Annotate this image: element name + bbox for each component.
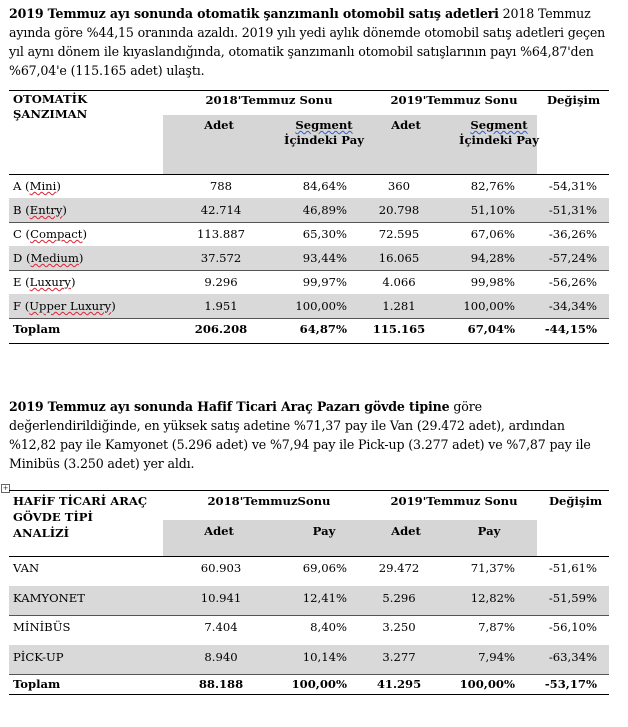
total-change: -44,15% [544,322,597,336]
row-change: -56,26% [548,275,597,289]
row-label: VAN [13,561,40,575]
row-count-2019: 4.066 [382,275,416,289]
row-change: -56,10% [548,620,597,634]
row-count-2018: 8.940 [204,649,238,664]
row-share-2019: 82,76% [470,179,515,193]
row-count-2018: 10.941 [200,590,242,605]
intro-paragraph-automatic-rest: 2018 Temmuz ayında göre %44,15 oranında azaldı. 2019 yılı yedi aylık dönemde otomobil satış adetleri geçen yıl aynı dönem ile kıyaslandığında, otomatik şanzımanlı otomobil satışlarının payı %64,87'den %67,04'e (115.165 adet) ulaştı. [9,6,606,78]
table-title-line3: ANALİZİ [13,526,70,540]
share-2019-header-line2: İçindeki Pay [459,133,539,147]
row-count-2019: 16.065 [378,251,420,265]
change-header: Değişim [547,93,601,107]
count-2018-header: Adet [204,118,234,132]
intro-paragraph-lcv [9,397,614,473]
share-2018-header-line1: Segment [295,118,353,132]
period-2019-header: 2019'Temmuz Sonu [390,494,518,508]
header-bottom-border [9,556,609,557]
row-share-2018: 46,89% [302,203,347,217]
row-change: -63,34% [548,649,597,664]
period-2018-header: 2018'TemmuzSonu [207,494,331,508]
intro-paragraph-lcv-bold: 2019 Temmuz ayı sonunda Hafif Ticari Araç Pazarı gövde tipine [9,399,450,414]
row-count-2019: 20.798 [378,203,420,217]
row-share-2019: 99,98% [470,275,515,289]
table-title-line2: ŞANZIMAN [13,107,88,121]
row-share-2019: 51,10% [470,203,515,217]
total-share-2018: 64,87% [299,322,347,336]
row-share-2019: 12,82% [470,590,515,605]
row-share-2018: 8,40% [310,620,347,634]
row-share-2019: 71,37% [470,561,515,575]
table-title-line2: GÖVDE TİPİ [13,510,93,524]
intro-paragraph-lcv-rest: göre değerlendirildiğinde, en yüksek satış adetine %71,37 pay ile Van (29.472 adet), ardından %12,82 pay ile Kamyonet (5.296 adet) ve %7,94 pay ile Pick-up (3.277 adet) ve %7,87 pay ile Minibüs (3.250 adet) yer aldı. [9,399,591,471]
row-count-2019: 1.281 [382,299,416,313]
row-count-2019: 3.277 [382,649,416,664]
row-count-2018: 37.572 [200,251,242,265]
row-divider [9,270,609,271]
row-change: -51,31% [548,203,597,217]
total-share-2019: 67,04% [467,322,515,336]
row-label-spellcheck: Luxury [29,275,71,289]
intro-paragraph-automatic [9,4,614,80]
row-label: C (Compact) [13,227,87,241]
row-label: PİCK-UP [13,649,64,664]
row-change: -57,24% [548,251,597,265]
total-change: -53,17% [544,677,597,691]
table-top-border [9,490,609,491]
row-share-2018: 12,41% [302,590,347,605]
table-title-line1: HAFİF TİCARİ ARAÇ [13,494,148,508]
header-bottom-border [9,174,609,175]
share-2018-header-line2: İçindeki Pay [284,133,364,147]
total-count-2019: 41.295 [376,677,422,691]
row-share-2018: 10,14% [302,649,347,664]
period-2019-header: 2019'Temmuz Sonu [390,93,518,107]
row-label: B (Entry) [13,203,67,217]
table-title-line1: OTOMATİK [13,92,88,106]
total-share-2018: 100,00% [291,677,347,691]
row-change: -34,34% [548,299,597,313]
row-divider [9,318,609,319]
row-count-2019: 360 [387,179,411,193]
row-change: -51,61% [548,561,597,575]
lcv-body-type-table [9,490,609,696]
count-2018-header: Adet [204,524,234,538]
row-label: A (Mini) [13,179,61,193]
row-count-2019: 29.472 [378,561,420,575]
row-count-2018: 7.404 [204,620,238,634]
period-2018-header: 2018'Temmuz Sonu [205,93,333,107]
table-move-handle-icon[interactable]: + [2,484,9,492]
row-change: -36,26% [548,227,597,241]
row-share-2018: 100,00% [295,299,347,313]
table-bottom-border [9,694,609,695]
row-count-2018: 60.903 [200,561,242,575]
row-label: E (Luxury) [13,275,76,289]
row-count-2018: 42.714 [200,203,242,217]
row-count-2018: 113.887 [197,227,245,241]
total-count-2018: 206.208 [194,322,248,336]
row-divider [9,222,609,223]
intro-paragraph-automatic-bold: 2019 Temmuz ayı sonunda otomatik şanzımanlı otomobil satış adetleri [9,6,499,21]
row-share-2018: 69,06% [302,561,347,575]
row-share-2018: 99,97% [302,275,347,289]
total-count-2018: 88.188 [198,677,244,691]
row-share-2019: 94,28% [470,251,515,265]
row-change: -54,31% [548,179,597,193]
row-share-2019: 7,94% [478,649,515,664]
row-label-spellcheck: Entry [29,203,63,217]
automatic-transmission-table [9,90,609,345]
row-share-2018: 93,44% [302,251,347,265]
table-top-border [9,90,609,91]
row-label-spellcheck: Medium [30,251,79,265]
row-label: MİNİBÜS [13,620,71,634]
row-count-2018: 9.296 [204,275,238,289]
row-label-spellcheck: Mini [29,179,57,193]
row-share-2019: 7,87% [478,620,515,634]
row-count-2019: 3.250 [382,620,416,634]
count-2019-header: Adet [391,118,421,132]
row-share-2019: 67,06% [470,227,515,241]
total-label: Toplam [13,322,61,336]
row-divider [9,674,609,675]
row-count-2019: 72.595 [378,227,420,241]
total-label: Toplam [13,677,61,691]
row-label-spellcheck: Upper Luxury [29,299,112,313]
total-count-2019: 115.165 [372,322,426,336]
row-label: KAMYONET [13,590,85,605]
row-label: D (Medium) [13,251,84,265]
share-2019-header: Pay [477,524,501,538]
share-2018-header: Pay [312,524,336,538]
row-change: -51,59% [548,590,597,605]
total-share-2019: 100,00% [459,677,515,691]
row-count-2019: 5.296 [382,590,416,605]
row-share-2018: 84,64% [302,179,347,193]
count-2019-header: Adet [391,524,421,538]
row-count-2018: 1.951 [204,299,238,313]
share-2019-header-line1: Segment [470,118,528,132]
row-count-2018: 788 [209,179,233,193]
row-label: F (Upper Luxury) [13,299,116,313]
row-share-2018: 65,30% [302,227,347,241]
row-share-2019: 100,00% [463,299,515,313]
table-bottom-border [9,343,609,344]
row-divider [9,615,609,616]
change-header: Değişim [549,494,603,508]
row-label-spellcheck: Compact [30,227,83,241]
